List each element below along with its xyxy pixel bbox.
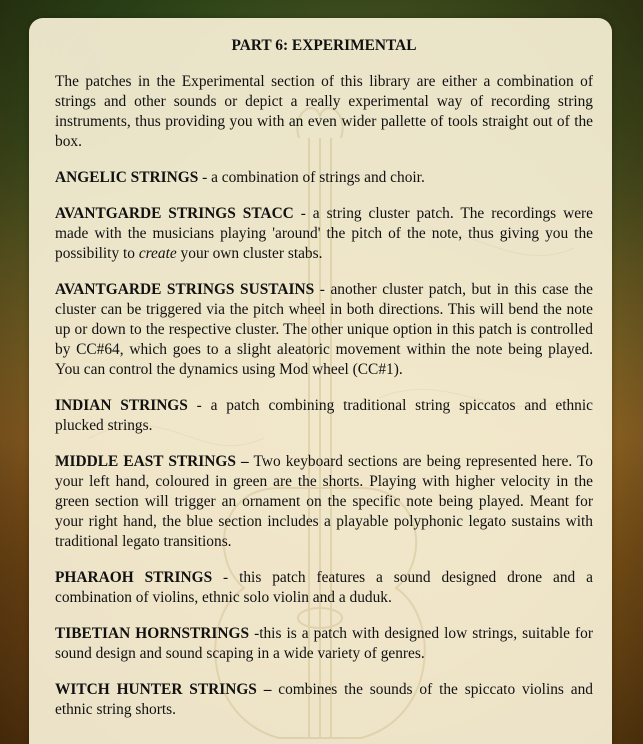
patch-name: WITCH HUNTER STRINGS – bbox=[55, 681, 272, 698]
patch-description: - a patch combining traditional string spiccatos and ethnic plucked strings. bbox=[55, 397, 593, 434]
patch-description: - this patch features a sound designed drone and a combination of violins, ethnic solo violin and a duduk. bbox=[55, 569, 593, 606]
patch-name: INDIAN STRINGS bbox=[55, 397, 188, 414]
patch-name: TIBETIAN HORNSTRINGS bbox=[55, 625, 250, 642]
patch-entry-tibetian-hornstrings bbox=[55, 624, 593, 664]
patch-entry-pharaoh-strings bbox=[55, 568, 593, 608]
section-title: PART 6: EXPERIMENTAL bbox=[231, 37, 417, 54]
patch-entry-middle-east-strings bbox=[55, 452, 593, 552]
patch-name: PHARAOH STRINGS bbox=[55, 569, 213, 586]
patch-description: combines the sounds of the spiccato violins and ethnic string shorts. bbox=[55, 681, 593, 718]
patch-description: - a combination of strings and choir. bbox=[198, 169, 425, 186]
patch-name: AVANTGARDE STRINGS STACC bbox=[55, 205, 294, 222]
document-body bbox=[55, 37, 593, 736]
patch-description: -this is a patch with designed low strings, suitable for sound design and sound scaping in a wide variety of genres. bbox=[55, 625, 593, 662]
patch-name: MIDDLE EAST STRINGS – bbox=[55, 453, 249, 470]
patch-description: Two keyboard sections are being represented here. To your left hand, coloured in green are the shorts. Playing with higher velocity in the green section will trigger an ornament on the specific note being played. Meant for your right hand, the blue section includes a playable polyphonic legato sustains with traditional legato transitions. bbox=[55, 453, 593, 550]
patch-description: - a string cluster patch. The recordings were made with the musicians playing 'around' the pitch of the note, thus giving you the possibility to bbox=[55, 205, 593, 262]
document-page bbox=[29, 18, 612, 744]
patch-entry-avantgarde-strings-stacc bbox=[55, 204, 593, 264]
patch-entry-indian-strings bbox=[55, 396, 593, 436]
patch-name: AVANTGARDE STRINGS SUSTAINS bbox=[55, 281, 315, 298]
patch-description: - another cluster patch, but in this case the cluster can be triggered via the pitch wheel in both directions. This will bend the note up or down to the respective cluster. The other unique option in this patch is controlled by CC#64, which goes to a slight aleatoric movement within the note being played. You can control the dynamics using Mod wheel (CC#1). bbox=[55, 281, 593, 378]
patch-name: ANGELIC STRINGS bbox=[55, 169, 199, 186]
patch-description-end: your own cluster stabs. bbox=[176, 245, 323, 262]
intro-paragraph: The patches in the Experimental section of this library are either a combination of strings and other sounds or depict a really experimental way of recording string instruments, thus providing you with an even wider pallette of tools straight out of the box. bbox=[55, 73, 593, 150]
patch-entry-witch-hunter-strings bbox=[55, 680, 593, 720]
patch-description-emphasis: create bbox=[138, 245, 177, 262]
patch-entry-avantgarde-strings-sustains bbox=[55, 280, 593, 380]
patch-entry-angelic-strings bbox=[55, 168, 593, 188]
